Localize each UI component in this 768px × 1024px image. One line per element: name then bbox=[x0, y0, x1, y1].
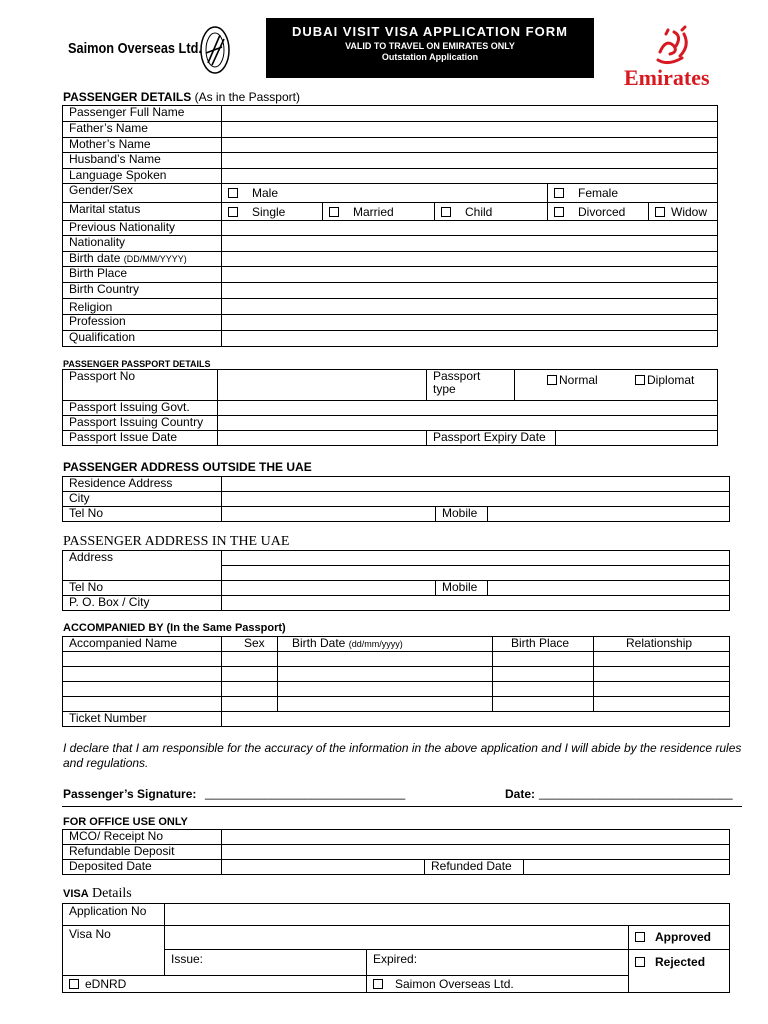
label-nationality: Nationality bbox=[63, 236, 222, 252]
qualification-field[interactable] bbox=[222, 331, 718, 347]
label-address-uae: Address bbox=[63, 551, 222, 581]
birth-date-cell[interactable] bbox=[278, 697, 493, 712]
checkbox-female[interactable] bbox=[554, 188, 564, 198]
issue-field[interactable]: Issue: bbox=[165, 950, 367, 976]
label-residence: Residence Address bbox=[63, 477, 222, 492]
company-logo bbox=[198, 25, 232, 75]
language-field[interactable] bbox=[222, 169, 718, 184]
accompanied-heading: ACCOMPANIED BY (In the Same Passport) bbox=[63, 622, 286, 634]
label-marital: Marital status bbox=[63, 203, 222, 221]
label-issue-date: Passport Issue Date bbox=[63, 431, 218, 446]
label-mothers-name: Mother’s Name bbox=[63, 138, 222, 153]
col-birth-place: Birth Place bbox=[493, 637, 594, 652]
relationship-cell[interactable] bbox=[594, 667, 730, 682]
husbands-name-field[interactable] bbox=[222, 153, 718, 169]
birth-date-cell[interactable] bbox=[278, 682, 493, 697]
office-use-table bbox=[62, 829, 730, 875]
label-birth-place: Birth Place bbox=[63, 267, 222, 283]
label-language: Language Spoken bbox=[63, 169, 222, 184]
birth-country-field[interactable] bbox=[222, 283, 718, 299]
marital-widow-option[interactable]: Widow bbox=[649, 203, 718, 221]
checkbox-saimon[interactable] bbox=[373, 979, 383, 989]
checkbox-approved[interactable] bbox=[635, 932, 645, 942]
address-uae-heading: PASSENGER ADDRESS IN THE UAE bbox=[63, 534, 290, 549]
tel-uae-field[interactable] bbox=[222, 581, 436, 596]
visa-details-table bbox=[62, 903, 730, 993]
pobox-field[interactable] bbox=[222, 596, 730, 611]
ednrd-option[interactable]: eDNRD bbox=[63, 976, 367, 993]
table-row bbox=[63, 682, 730, 697]
label-ticket-number: Ticket Number bbox=[63, 712, 222, 727]
label-mobile-outside: Mobile bbox=[436, 507, 488, 522]
col-relationship: Relationship bbox=[594, 637, 730, 652]
form-subtitle: VALID TO TRAVEL ON EMIRATES ONLY bbox=[345, 41, 515, 51]
divider bbox=[62, 806, 742, 807]
address-uae-table bbox=[62, 550, 730, 611]
passport-details-heading: PASSENGER PASSPORT DETAILS bbox=[63, 359, 211, 369]
emirates-wordmark: Emirates bbox=[624, 65, 710, 90]
checkbox-divorced[interactable] bbox=[554, 207, 564, 217]
gender-male-option[interactable]: Male bbox=[222, 184, 548, 203]
expired-field[interactable]: Expired: bbox=[367, 950, 629, 976]
saimon-option[interactable]: Saimon Overseas Ltd. bbox=[367, 976, 629, 993]
full-name-field[interactable] bbox=[222, 106, 718, 122]
label-deposited-date: Deposited Date bbox=[63, 860, 222, 875]
birth-place-cell[interactable] bbox=[493, 697, 594, 712]
signature-line[interactable]: ______________________________ bbox=[205, 786, 406, 800]
address-outside-heading: PASSENGER ADDRESS OUTSIDE THE UAE bbox=[63, 460, 312, 474]
checkbox-male[interactable] bbox=[228, 188, 238, 198]
label-mco: MCO/ Receipt No bbox=[63, 830, 222, 845]
accompanied-name-cell[interactable] bbox=[63, 682, 222, 697]
date-label: Date: bbox=[505, 787, 536, 801]
address-uae-field-2[interactable] bbox=[222, 566, 730, 581]
label-religion: Religion bbox=[63, 299, 222, 315]
form-title: DUBAI VISIT VISA APPLICATION FORM bbox=[292, 24, 568, 39]
passenger-details-heading: PASSENGER DETAILS (As in the Passport) bbox=[63, 90, 300, 104]
checkbox-ednrd[interactable] bbox=[69, 979, 79, 989]
label-profession: Profession bbox=[63, 315, 222, 331]
rejected-option[interactable]: Rejected bbox=[629, 950, 730, 993]
col-birth-date: Birth Date (dd/mm/yyyy) bbox=[278, 637, 493, 652]
label-application-no: Application No bbox=[63, 904, 165, 926]
birth-date-field[interactable] bbox=[222, 252, 718, 267]
relationship-cell[interactable] bbox=[594, 697, 730, 712]
passenger-details-table bbox=[62, 105, 718, 347]
sex-cell[interactable] bbox=[222, 697, 278, 712]
issuing-govt-field[interactable] bbox=[218, 401, 718, 416]
office-use-heading: FOR OFFICE USE ONLY bbox=[63, 816, 188, 828]
passport-type-options bbox=[515, 370, 718, 401]
deposited-date-field[interactable] bbox=[222, 860, 425, 875]
table-row bbox=[63, 652, 730, 667]
label-prev-nationality: Previous Nationality bbox=[63, 221, 222, 236]
label-gender: Gender/Sex bbox=[63, 184, 222, 203]
label-refunded-date: Refunded Date bbox=[425, 860, 524, 875]
religion-field[interactable] bbox=[222, 299, 718, 315]
label-issuing-govt: Passport Issuing Govt. bbox=[63, 401, 218, 416]
label-full-name: Passenger Full Name bbox=[63, 106, 222, 122]
marital-single-option[interactable]: Single bbox=[222, 203, 323, 221]
birth-place-cell[interactable] bbox=[493, 667, 594, 682]
col-accompanied-name: Accompanied Name bbox=[63, 637, 222, 652]
marital-child-option[interactable]: Child bbox=[435, 203, 548, 221]
label-tel-uae: Tel No bbox=[63, 581, 222, 596]
visa-no-field[interactable] bbox=[165, 926, 629, 950]
prev-nationality-field[interactable] bbox=[222, 221, 718, 236]
col-sex: Sex bbox=[222, 637, 278, 652]
label-deposit: Refundable Deposit bbox=[63, 845, 222, 860]
accompanied-name-cell[interactable] bbox=[63, 652, 222, 667]
birth-place-field[interactable] bbox=[222, 267, 718, 283]
label-tel-outside: Tel No bbox=[63, 507, 222, 522]
relationship-cell[interactable] bbox=[594, 652, 730, 667]
mobile-outside-field[interactable] bbox=[488, 507, 730, 522]
checkbox-single[interactable] bbox=[228, 207, 238, 217]
accompanied-name-cell[interactable] bbox=[63, 667, 222, 682]
label-mobile-uae: Mobile bbox=[436, 581, 488, 596]
birth-date-cell[interactable] bbox=[278, 652, 493, 667]
issue-date-field[interactable] bbox=[218, 431, 427, 446]
form-title-banner bbox=[266, 18, 594, 78]
checkbox-rejected[interactable] bbox=[635, 957, 645, 967]
address-outside-table bbox=[62, 476, 730, 522]
checkbox-widow[interactable] bbox=[655, 207, 665, 217]
address-uae-field-1[interactable] bbox=[222, 551, 730, 566]
birth-place-cell[interactable] bbox=[493, 682, 594, 697]
gender-female-option[interactable]: Female bbox=[548, 184, 718, 203]
emirates-logo bbox=[622, 22, 722, 94]
refunded-date-field[interactable] bbox=[524, 860, 730, 875]
visa-details-heading: VISA Details bbox=[63, 886, 132, 901]
label-visa-no: Visa No bbox=[63, 926, 165, 976]
sex-cell[interactable] bbox=[222, 667, 278, 682]
accompanied-table bbox=[62, 636, 730, 727]
sex-cell[interactable] bbox=[222, 652, 278, 667]
label-passport-type: Passport type bbox=[427, 370, 515, 401]
label-fathers-name: Father’s Name bbox=[63, 122, 222, 138]
sex-cell[interactable] bbox=[222, 682, 278, 697]
nationality-field[interactable] bbox=[222, 236, 718, 252]
residence-field[interactable] bbox=[222, 477, 730, 492]
city-field[interactable] bbox=[222, 492, 730, 507]
profession-field[interactable] bbox=[222, 315, 718, 331]
passport-type-normal[interactable]: Normal bbox=[547, 373, 598, 387]
label-pobox: P. O. Box / City bbox=[63, 596, 222, 611]
marital-married-option[interactable]: Married bbox=[323, 203, 435, 221]
deposit-field[interactable] bbox=[222, 845, 730, 860]
label-qualification: Qualification bbox=[63, 331, 222, 347]
label-husbands-name: Husband’s Name bbox=[63, 153, 222, 169]
relationship-cell[interactable] bbox=[594, 682, 730, 697]
expiry-date-field[interactable] bbox=[556, 431, 718, 446]
ticket-number-field[interactable] bbox=[222, 712, 730, 727]
mothers-name-field[interactable] bbox=[222, 138, 718, 153]
marital-divorced-option[interactable]: Divorced bbox=[548, 203, 649, 221]
application-no-field[interactable] bbox=[165, 904, 730, 926]
label-birth-date: Birth date (DD/MM/YYYY) bbox=[63, 252, 222, 267]
approved-option[interactable]: Approved bbox=[629, 926, 730, 950]
checkbox-normal[interactable] bbox=[547, 375, 557, 385]
mobile-uae-field[interactable] bbox=[488, 581, 730, 596]
mco-field[interactable] bbox=[222, 830, 730, 845]
accompanied-name-cell[interactable] bbox=[63, 697, 222, 712]
fathers-name-field[interactable] bbox=[222, 122, 718, 138]
signature-label: Passenger’s Signature: bbox=[63, 787, 197, 801]
table-row bbox=[63, 697, 730, 712]
issuing-country-field[interactable] bbox=[218, 416, 718, 431]
declaration-text: I declare that I am responsible for the accuracy of the information in the above application and I will abide by the residence rules and regulations. bbox=[63, 741, 742, 770]
label-issuing-country: Passport Issuing Country bbox=[63, 416, 218, 431]
passport-type-diplomat[interactable]: Diplomat bbox=[635, 373, 694, 387]
checkbox-married[interactable] bbox=[329, 207, 339, 217]
passport-details-table bbox=[62, 369, 718, 446]
label-expiry-date: Passport Expiry Date bbox=[427, 431, 556, 446]
checkbox-diplomat[interactable] bbox=[635, 375, 645, 385]
checkbox-child[interactable] bbox=[441, 207, 451, 217]
table-row bbox=[63, 667, 730, 682]
form-subtitle-2: Outstation Application bbox=[381, 52, 479, 62]
company-name: Saimon Overseas Ltd. bbox=[68, 40, 202, 57]
label-city: City bbox=[63, 492, 222, 507]
tel-outside-field[interactable] bbox=[222, 507, 436, 522]
birth-date-cell[interactable] bbox=[278, 667, 493, 682]
birth-place-cell[interactable] bbox=[493, 652, 594, 667]
date-line[interactable]: _____________________________ bbox=[539, 786, 733, 800]
label-passport-no: Passport No bbox=[63, 370, 218, 401]
passport-no-field[interactable] bbox=[218, 370, 427, 401]
label-birth-country: Birth Country bbox=[63, 283, 222, 299]
